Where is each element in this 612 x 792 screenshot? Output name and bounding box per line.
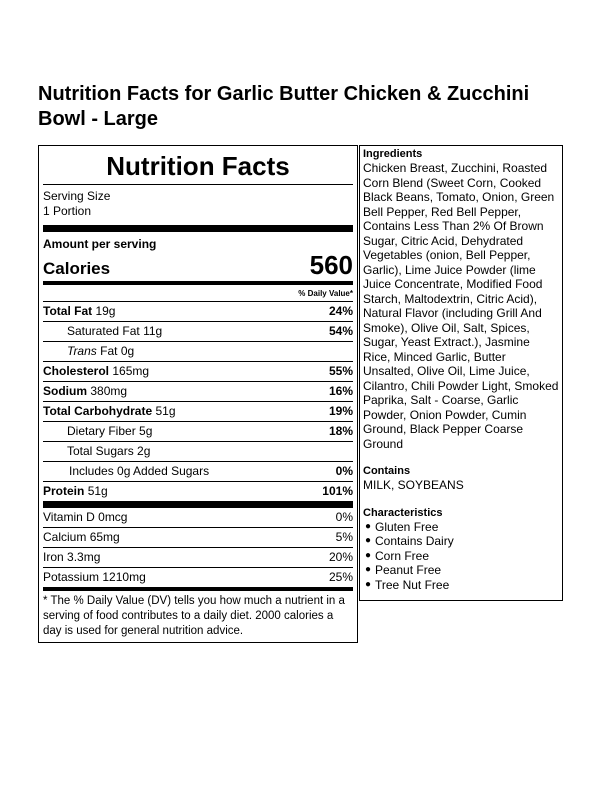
- page-title: Nutrition Facts for Garlic Butter Chicken & Zucchini Bowl - Large: [38, 83, 530, 130]
- nutrient-amount: 165mg: [112, 364, 150, 378]
- vitamin-row-calcium: [43, 527, 353, 547]
- contains-text: MILK, SOYBEANS: [363, 478, 464, 492]
- nutrient-name: Protein: [43, 484, 85, 498]
- divider-thick: [43, 501, 353, 508]
- characteristics-heading: Characteristics: [363, 506, 443, 519]
- nutrient-row-total-fat: [43, 301, 353, 321]
- nutrient-name: Trans: [67, 344, 97, 358]
- list-item: ● Corn Free: [365, 548, 430, 563]
- calories-row: [43, 251, 353, 281]
- ingredients-heading: Ingredients: [363, 148, 423, 160]
- nutrient-amount: 5g: [139, 424, 153, 438]
- nutrient-row-saturated-fat: [43, 321, 353, 341]
- nutrient-amount: 380mg: [90, 384, 128, 398]
- bullet-icon: ●: [365, 549, 372, 561]
- vitamin-dv: 20%: [328, 550, 353, 564]
- bullet-icon: ●: [365, 520, 372, 532]
- serving-size: [43, 189, 353, 219]
- vitamin-amount: 1210mg: [102, 570, 146, 584]
- calories-value: 560: [309, 250, 353, 280]
- contains-heading: Contains: [363, 465, 411, 477]
- nutrient-row-protein: [43, 481, 353, 501]
- divider-thick: [43, 225, 353, 232]
- nutrient-name: Dietary Fiber: [67, 424, 136, 438]
- calories-label: Calories: [43, 259, 111, 278]
- nutrient-amount: 51g: [87, 484, 108, 498]
- nutrient-dv: 54%: [328, 324, 353, 338]
- bullet-icon: ●: [365, 578, 372, 590]
- nutrient-name: Includes 0g Added Sugars: [69, 464, 210, 478]
- nutrient-row-sodium: [43, 381, 353, 401]
- vitamin-amount: 0mcg: [98, 510, 128, 524]
- daily-value-footnote: * The % Daily Value (DV) tells you how much a nutrient in a serving of food contributes to a daily diet. 2000 calories a day is used for general nutrition advice.: [43, 587, 353, 639]
- nutrient-row-trans-fat: [43, 341, 353, 361]
- nutrient-name: Sodium: [43, 384, 87, 398]
- nutrient-row-cholesterol: [43, 361, 353, 381]
- product-info-panel: [359, 145, 563, 601]
- vitamin-name: Iron: [43, 550, 64, 564]
- list-item: ● Gluten Free: [365, 519, 439, 534]
- nutrient-dv: 18%: [328, 424, 353, 438]
- nutrient-dv: 24%: [328, 304, 353, 318]
- nutrition-facts-heading: Nutrition Facts: [106, 151, 290, 181]
- vitamin-amount: 3.3mg: [67, 550, 101, 564]
- list-item: ● Tree Nut Free: [365, 577, 450, 592]
- vitamin-dv: 5%: [335, 530, 353, 544]
- vitamin-dv: 0%: [335, 510, 353, 524]
- nutrient-amount: 19g: [95, 304, 116, 318]
- contains-section: [363, 465, 559, 493]
- serving-size-value: 1 Portion: [43, 204, 92, 218]
- characteristics-list: [363, 520, 559, 593]
- nutrient-name: Saturated Fat: [67, 324, 140, 338]
- vitamin-row-potassium: [43, 567, 353, 587]
- nutrient-amount: 2g: [137, 444, 151, 458]
- nutrient-name: Total Carbohydrate: [43, 404, 153, 418]
- list-item: ● Peanut Free: [365, 563, 442, 577]
- nutrient-row-added-sugars: [43, 461, 353, 481]
- nutrient-row-total-sugars: [43, 441, 353, 461]
- vitamin-name: Potassium: [43, 570, 100, 584]
- vitamin-amount: 65mg: [89, 530, 120, 544]
- daily-value-header: % Daily Value*: [298, 289, 353, 298]
- nutrient-row-total-carbohydrate: [43, 401, 353, 421]
- vitamin-row-vitamin-d: [43, 508, 353, 527]
- vitamin-name: Calcium: [43, 530, 87, 544]
- vitamin-row-iron: [43, 547, 353, 567]
- characteristics-section: [363, 507, 559, 593]
- bullet-icon: ●: [365, 535, 372, 546]
- ingredients-text: Chicken Breast, Zucchini, Roasted Corn Blend (Sweet Corn, Cooked Black Beans, Tomato, Onion, Green Bell Pepper, Red Bell Pepper, Contains Less Than 2% Of Brown Sugar, Citric Acid, Dehydrated Vegetables (onion, Bell Pepper, Garlic), Lime Juice Powder (lime Juice Concentrate, Modified Food Starch, Maltodextrin, Citric Acid), Natural Flavor (including Grill And Smoke), Olive Oil, Salt, Spices, Sugar, Yeast Extract.), Jasmine Rice, Minced Garlic, Butter Unsalted, Olive Oil, Lime Juice, Cilantro, Chili Powder Light, Smoked Paprika, Salt - Coarse, Garlic Powder, Onion Powder, Cumin Ground, Black Pepper Coarse Ground: [363, 161, 559, 451]
- divider: [43, 184, 353, 185]
- ingredients-section: [363, 148, 559, 451]
- nutrient-name: Total Fat: [43, 304, 93, 318]
- vitamin-dv: 25%: [328, 570, 353, 584]
- nutrient-dv: 16%: [328, 384, 353, 398]
- amount-per-serving: Amount per serving: [43, 237, 157, 251]
- nutrient-dv: 55%: [328, 364, 353, 378]
- serving-size-label: Serving Size: [43, 189, 111, 203]
- nutrient-dv: 0%: [335, 464, 353, 478]
- list-item: ● Contains Dairy: [365, 534, 454, 548]
- nutrient-amount: 51g: [155, 404, 176, 418]
- nutrient-name: Cholesterol: [43, 364, 110, 378]
- nutrient-row-dietary-fiber: [43, 421, 353, 441]
- nutrient-dv: 101%: [322, 484, 353, 498]
- nutrient-amount: 0g: [120, 344, 135, 358]
- nutrient-name-suffix: Fat: [100, 344, 118, 358]
- bullet-icon: ●: [365, 564, 372, 575]
- nutrient-name: Total Sugars: [67, 444, 134, 458]
- nutrient-amount: 11g: [143, 324, 163, 338]
- nutrition-facts-label: [38, 145, 358, 643]
- nutrient-dv: 19%: [328, 404, 353, 418]
- vitamin-name: Vitamin D: [43, 510, 95, 524]
